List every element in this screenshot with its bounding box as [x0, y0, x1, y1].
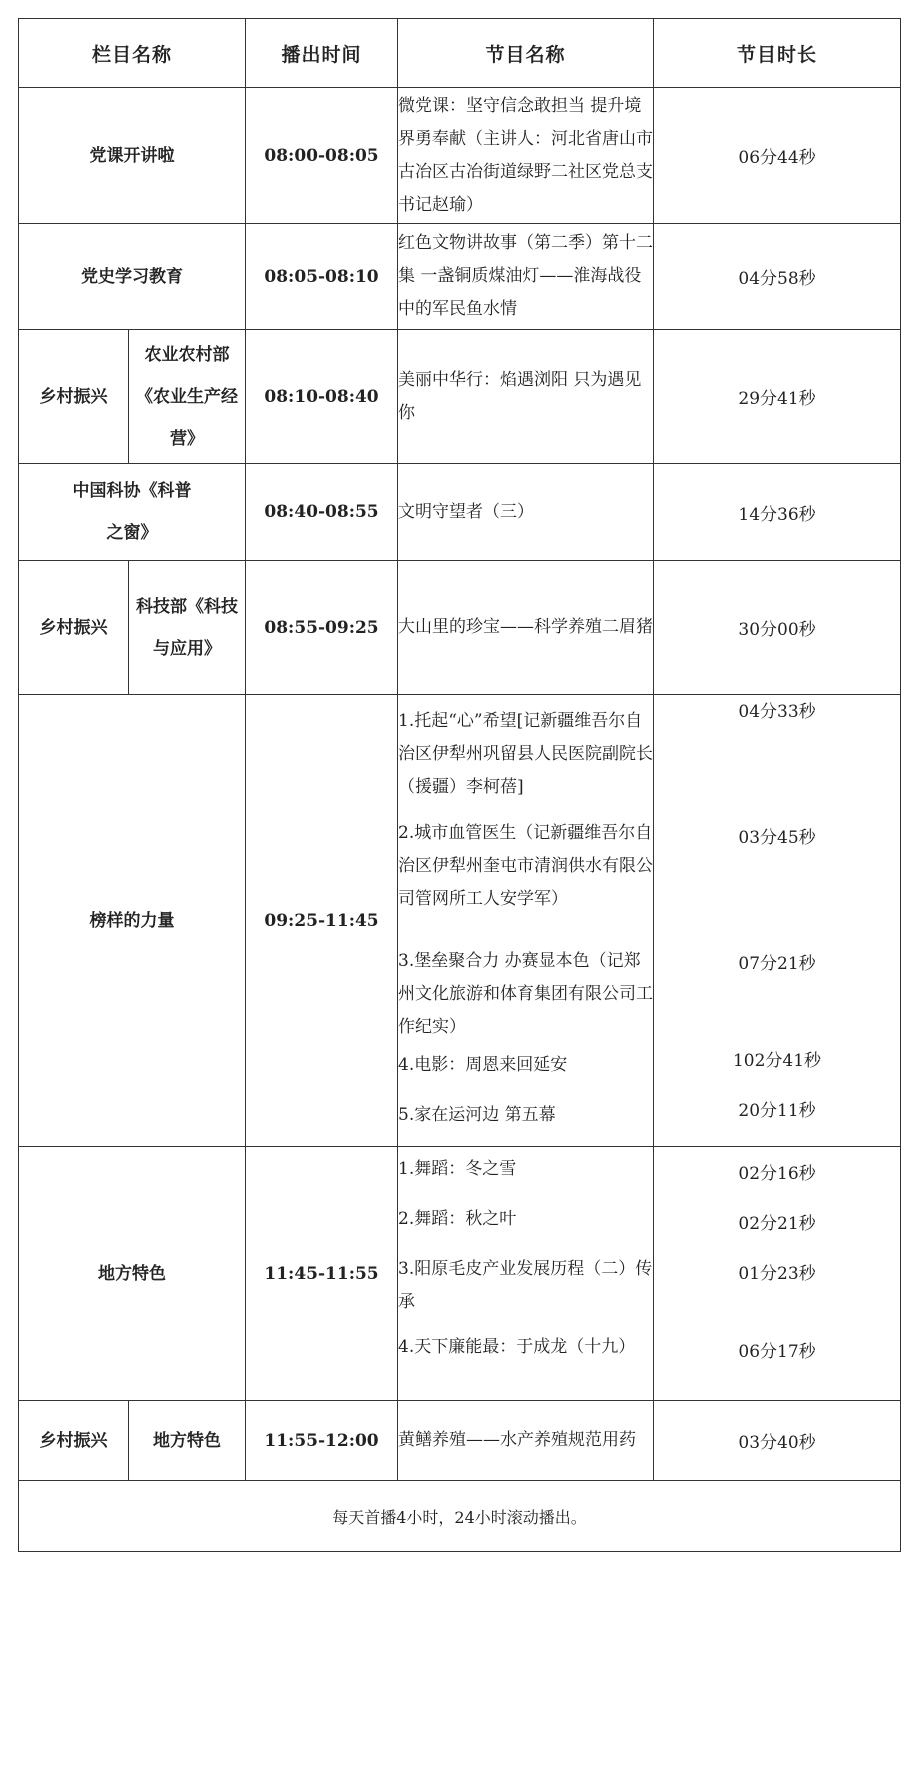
- header-air-time: 播出时间: [246, 19, 398, 88]
- duration-list: [654, 695, 901, 1147]
- table-row: [19, 88, 901, 224]
- air-time: 08:55-09:25: [246, 561, 398, 695]
- table-row: [19, 695, 901, 1147]
- program-item: 3.阳原毛皮产业发展历程（二）传承: [398, 1258, 653, 1312]
- table-row: [19, 1147, 901, 1401]
- duration: 29分41秒: [654, 330, 901, 464]
- header-column-name: 栏目名称: [19, 19, 246, 88]
- duration-item: 102分41秒: [732, 1051, 822, 1071]
- duration: 06分44秒: [654, 88, 901, 224]
- duration-item: 02分21秒: [738, 1214, 816, 1234]
- table-row: [19, 330, 901, 464]
- duration-item: 04分33秒: [738, 702, 816, 722]
- column-name: 乡村振兴: [19, 330, 129, 464]
- table-row: [19, 224, 901, 330]
- duration: 04分58秒: [654, 224, 901, 330]
- program-name: 文明守望者（三）: [398, 464, 654, 561]
- program-name: 黄鳝养殖——水产养殖规范用药: [398, 1401, 654, 1481]
- duration-list: [654, 1147, 901, 1401]
- header-row: [19, 19, 901, 88]
- air-time: 08:40-08:55: [246, 464, 398, 561]
- duration: 14分36秒: [654, 464, 901, 561]
- program-item: 5.家在运河边 第五幕: [398, 1104, 556, 1125]
- air-time: 08:00-08:05: [246, 88, 398, 224]
- column-name: 党课开讲啦: [19, 88, 246, 224]
- program-name: 美丽中华行：焰遇浏阳 只为遇见你: [398, 330, 654, 464]
- program-item: 1.托起“心”希望[记新疆维吾尔自治区伊犁州巩留县人民医院副院长（援疆）李柯蓓]: [398, 710, 654, 797]
- column-name: 地方特色: [19, 1147, 246, 1401]
- program-item: 2.城市血管医生（记新疆维吾尔自治区伊犁州奎屯市清润供水有限公司管网所工人安学军）: [398, 822, 654, 909]
- air-time: 08:05-08:10: [246, 224, 398, 330]
- schedule-table: [18, 18, 901, 1552]
- table-row: [19, 464, 901, 561]
- table-row: [19, 1401, 901, 1481]
- column-name: 中国科协《科普之窗》: [19, 464, 246, 561]
- program-name: 微党课：坚守信念敢担当 提升境界勇奉献（主讲人：河北省唐山市古冶区古冶街道绿野二社区党总支书记赵瑜）: [398, 88, 654, 224]
- air-time: 11:45-11:55: [246, 1147, 398, 1401]
- duration-item: 06分17秒: [738, 1342, 816, 1362]
- sub-column-name: 科技部《科技与应用》: [129, 561, 246, 695]
- footer-note: 每天首播4小时，24小时滚动播出。: [19, 1481, 901, 1552]
- sub-column-name: 农业农村部《农业生产经营》: [129, 330, 246, 464]
- duration-item: 01分23秒: [738, 1264, 816, 1284]
- program-name: 红色文物讲故事（第二季）第十二集 一盏铜质煤油灯——淮海战役中的军民鱼水情: [398, 224, 654, 330]
- duration: 30分00秒: [654, 561, 901, 695]
- duration-item: 03分45秒: [738, 828, 816, 848]
- program-list: [398, 1147, 654, 1401]
- footer-row: [19, 1481, 901, 1552]
- air-time: 08:10-08:40: [246, 330, 398, 464]
- duration-item: 07分21秒: [738, 954, 816, 974]
- column-name: 党史学习教育: [19, 224, 246, 330]
- air-time: 11:55-12:00: [246, 1401, 398, 1481]
- header-program-name: 节目名称: [398, 19, 654, 88]
- duration-item: 02分16秒: [738, 1164, 816, 1184]
- program-item: 4.天下廉能最：于成龙（十九）: [398, 1336, 636, 1357]
- table-row: [19, 561, 901, 695]
- program-name: 大山里的珍宝——科学养殖二眉猪: [398, 561, 654, 695]
- sub-column-name: 地方特色: [129, 1401, 246, 1481]
- program-item: 4.电影：周恩来回延安: [398, 1054, 568, 1075]
- header-duration: 节目时长: [654, 19, 901, 88]
- air-time: 09:25-11:45: [246, 695, 398, 1147]
- program-item: 2.舞蹈：秋之叶: [398, 1208, 517, 1229]
- program-item: 1.舞蹈：冬之雪: [398, 1158, 517, 1179]
- duration: 03分40秒: [654, 1401, 901, 1481]
- duration-item: 20分11秒: [738, 1101, 816, 1121]
- program-item: 3.堡垒聚合力 办赛显本色（记郑州文化旅游和体育集团有限公司工作纪实）: [398, 950, 654, 1037]
- column-name: 乡村振兴: [19, 561, 129, 695]
- program-list: [398, 695, 654, 1147]
- column-name: 乡村振兴: [19, 1401, 129, 1481]
- column-name: 榜样的力量: [19, 695, 246, 1147]
